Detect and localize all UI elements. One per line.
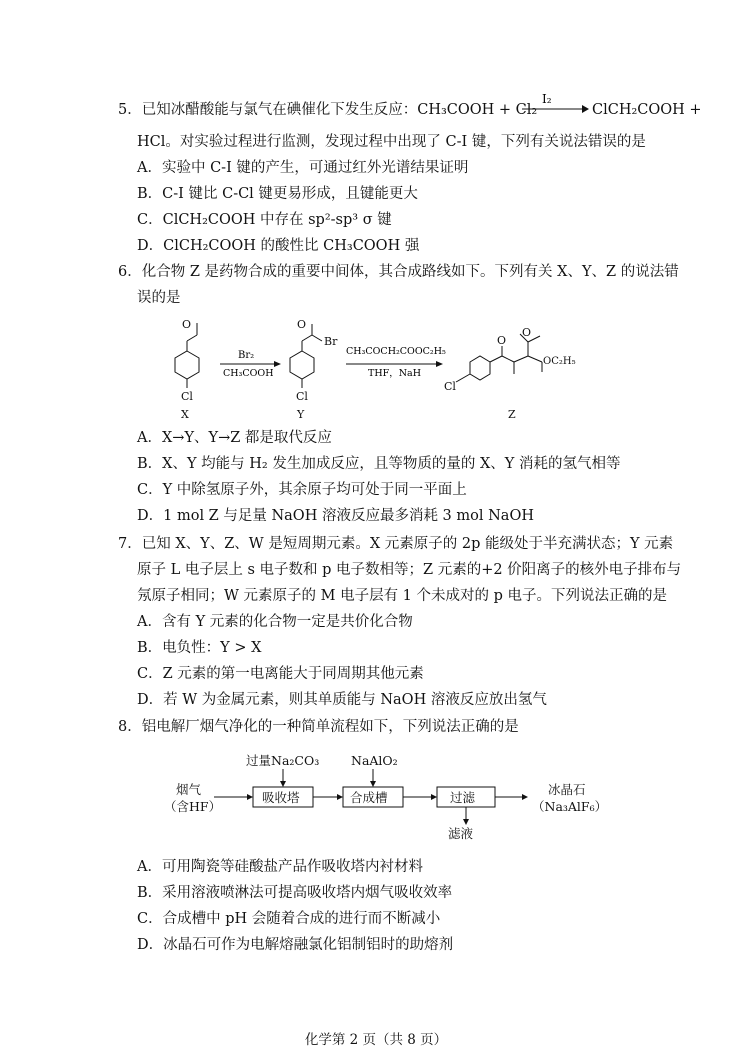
flow-reagent2-label: NaAlO₂ bbox=[351, 753, 398, 768]
q5-stem-before: 5．已知冰醋酸能与氯气在碘催化下发生反应： bbox=[118, 102, 418, 118]
q7-option-b: B．电负性：Y > X bbox=[137, 640, 262, 656]
q5-option-a: A．实验中 C-I 键的产生，可通过红外光谱结果证明 bbox=[137, 160, 469, 176]
reagent1-top-label: Br₂ bbox=[238, 350, 255, 361]
z-chlorine-label: Cl bbox=[444, 380, 456, 393]
page-footer: 化学第 2 页（共 8 页） bbox=[304, 1032, 448, 1048]
q8-option-a: A．可用陶瓷等硅酸盐产品作吸收塔内衬材料 bbox=[137, 859, 423, 875]
q6-option-b: B．X、Y 均能与 H₂ 发生加成反应，且等物质的量的 X、Y 消耗的氢气相等 bbox=[137, 456, 621, 472]
x-chlorine-label: Cl bbox=[181, 390, 193, 403]
q7-option-d: D．若 W 为金属元素，则其单质能与 NaOH 溶液反应放出氢气 bbox=[137, 692, 547, 708]
q5-reaction-arrow bbox=[520, 92, 590, 122]
q5-equation-left: CH₃COOH + Cl₂ bbox=[417, 102, 538, 118]
reagent1-bottom-label: CH₃COOH bbox=[223, 368, 274, 379]
q6-option-d: D．1 mol Z 与足量 NaOH 溶液反应最多消耗 3 mol NaOH bbox=[137, 508, 534, 524]
q6-stem-line1: 6．化合物 Z 是药物合成的重要中间体，其合成路线如下。下列有关 X、Y、Z 的说法错 bbox=[118, 264, 679, 280]
q5-stem-line1 bbox=[118, 100, 537, 120]
flow-reagent1-label: 过量Na₂CO₃ bbox=[246, 753, 320, 768]
q6-option-a: A．X→Y、Y→Z 都是取代反应 bbox=[137, 430, 332, 446]
q8-option-c: C．合成槽中 pH 会随着合成的进行而不断减小 bbox=[137, 911, 441, 927]
q5-catalyst-label: I₂ bbox=[542, 92, 552, 106]
flow-input-line2: （含HF） bbox=[164, 799, 222, 814]
z-acetyl-oxygen-label: O bbox=[522, 326, 532, 339]
z-benzene-ring bbox=[470, 356, 490, 380]
q8-flow-diagram bbox=[160, 745, 610, 855]
flow-box-synthesis-label: 合成槽 bbox=[350, 790, 388, 805]
q6-stem-line2: 误的是 bbox=[137, 290, 181, 306]
z-ester-group-label: OC₂H₅ bbox=[543, 356, 576, 367]
flow-product-line1: 冰晶石 bbox=[548, 782, 586, 797]
label-compound-z: Z bbox=[508, 408, 516, 421]
q5-option-d: D．ClCH₂COOH 的酸性比 CH₃COOH 强 bbox=[137, 238, 420, 254]
y-bromine-label: Br bbox=[324, 335, 338, 348]
label-compound-x: X bbox=[181, 408, 189, 421]
q8-stem: 8．铝电解厂烟气净化的一种简单流程如下，下列说法正确的是 bbox=[118, 719, 519, 735]
q5-stem-line2: HCl。对实验过程进行监测，发现过程中出现了 C-I 键，下列有关说法错误的是 bbox=[137, 134, 646, 150]
z-ketone-oxygen-label: O bbox=[497, 334, 507, 347]
reagent2-top-label: CH₃COCH₂COOC₂H₅ bbox=[346, 346, 446, 357]
x-benzene-ring bbox=[175, 351, 199, 379]
q7-stem-line2: 原子 L 电子层上 s 电子数和 p 电子数相等；Z 元素的+2 价阳离子的核外电子排布与 bbox=[137, 562, 682, 578]
flow-box-absorber-label: 吸收塔 bbox=[262, 790, 300, 805]
q7-stem-line3: 氖原子相同；W 元素原子的 M 电子层有 1 个未成对的 p 电子。下列说法正确的是 bbox=[137, 588, 668, 604]
q5-option-c: C．ClCH₂COOH 中存在 sp²-sp³ σ 键 bbox=[137, 212, 392, 228]
y-chlorine-label: Cl bbox=[296, 390, 308, 403]
flow-input-line1: 烟气 bbox=[176, 782, 202, 797]
arrow-y-to-z bbox=[346, 346, 446, 379]
flow-product-line2: （Na₃AlF₆） bbox=[532, 799, 608, 814]
q7-option-c: C．Z 元素的第一电离能大于同周期其他元素 bbox=[137, 666, 424, 682]
q8-option-b: B．采用溶液喷淋法可提高吸收塔内烟气吸收效率 bbox=[137, 885, 453, 901]
q5-option-b: B．C-I 键比 C-Cl 键更易形成，且键能更大 bbox=[137, 186, 418, 202]
q6-option-c: C．Y 中除氢原子外，其余原子均可处于同一平面上 bbox=[137, 482, 467, 498]
flow-filtrate-label: 滤液 bbox=[448, 826, 474, 841]
arrow-x-to-y bbox=[220, 350, 281, 379]
q5-equation-right: ClCH₂COOH + bbox=[592, 102, 702, 118]
q6-synthesis-scheme bbox=[150, 312, 610, 427]
y-benzene-ring bbox=[290, 351, 314, 379]
q8-option-d: D．冰晶石可作为电解熔融氯化铝制铝时的助熔剂 bbox=[137, 937, 454, 953]
y-oxygen-label: O bbox=[297, 318, 307, 331]
q7-option-a: A．含有 Y 元素的化合物一定是共价化合物 bbox=[137, 614, 413, 630]
label-compound-y: Y bbox=[297, 408, 305, 421]
q7-stem-line1: 7．已知 X、Y、Z、W 是短周期元素。X 元素原子的 2p 能级处于半充满状态；Y 元素 bbox=[118, 536, 674, 552]
x-oxygen-label: O bbox=[182, 318, 192, 331]
reagent2-bottom-label: THF，NaH bbox=[368, 368, 421, 379]
flow-box-filter-label: 过滤 bbox=[450, 790, 476, 805]
